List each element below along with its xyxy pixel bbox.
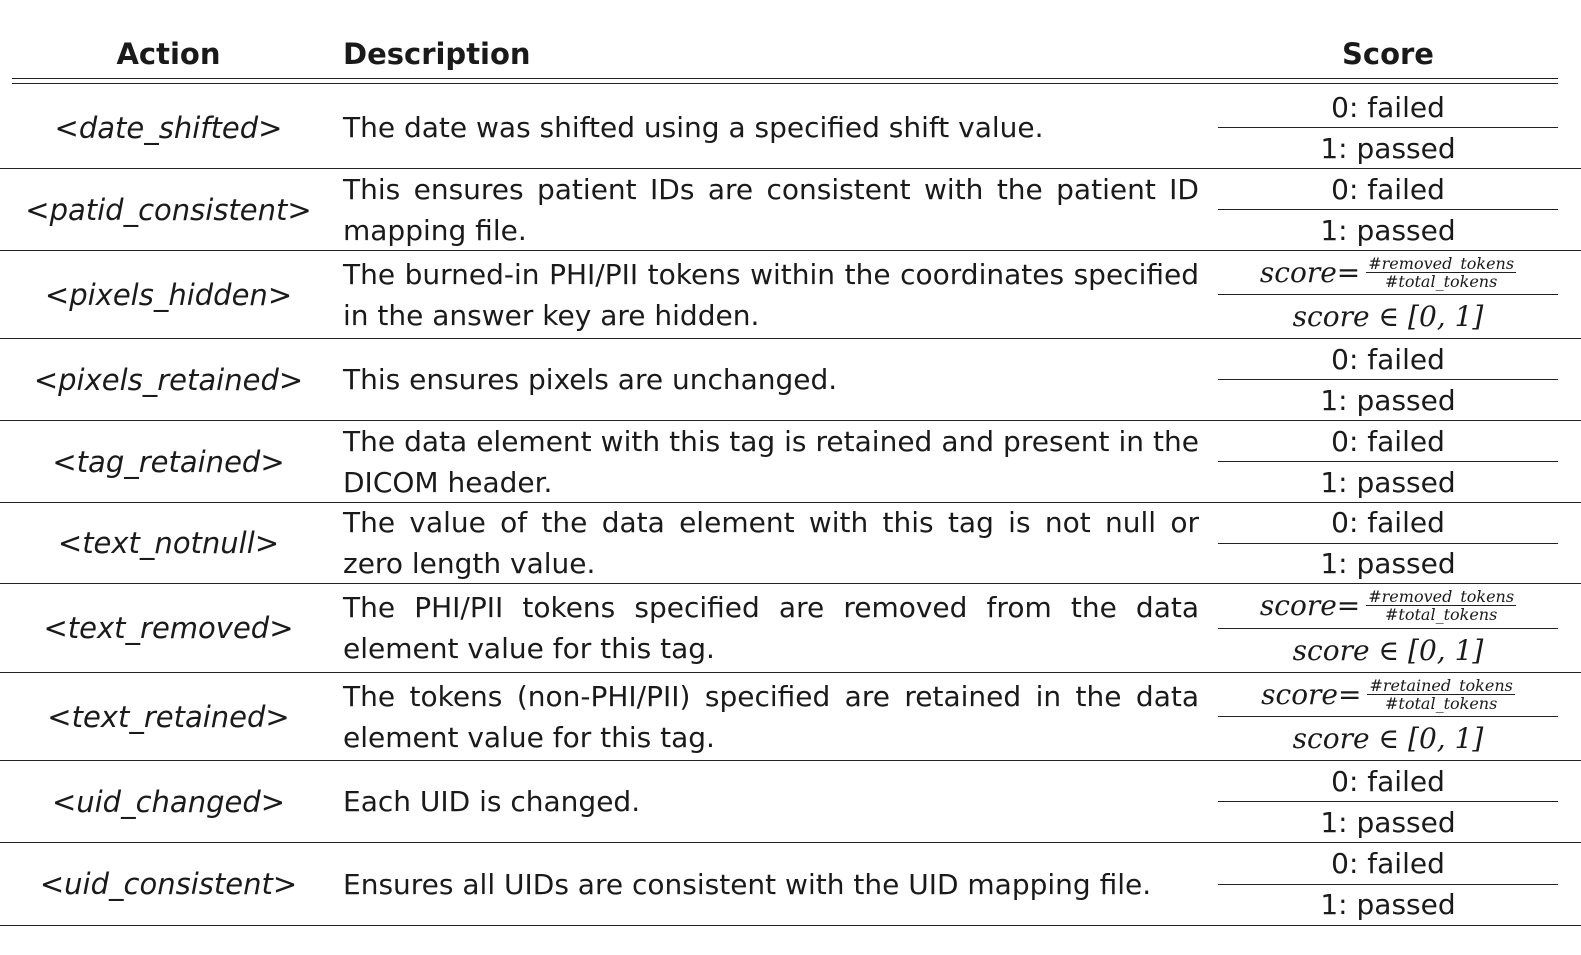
score-cell <box>1218 251 1558 338</box>
description-cell <box>343 584 1199 672</box>
action-cell: < tag_retained > <box>52 444 285 479</box>
description-text: Each UID is changed. <box>343 785 641 818</box>
action-cell: < date_shifted > <box>54 110 283 145</box>
header-rule-bottom <box>12 83 1558 84</box>
score-cell <box>1218 87 1558 168</box>
score-cell <box>1218 843 1558 925</box>
score-passed: 1: passed <box>1320 213 1456 247</box>
score-range: score ∈ [0, 1] <box>1292 633 1484 667</box>
header-rule-top <box>12 78 1558 79</box>
score-failed: 0: failed <box>1218 761 1558 802</box>
description-cell <box>343 843 1199 925</box>
score-cell <box>1218 584 1558 672</box>
fraction-denominator: #total_tokens <box>1385 272 1498 291</box>
score-failed: 0: failed <box>1218 421 1558 462</box>
score-passed: 1: passed <box>1320 546 1456 580</box>
action-name: patid_consistent <box>49 192 288 227</box>
description-text: This ensures patient IDs are consistent with the patient ID mapping file. <box>343 172 1199 247</box>
score-formula: score = $\frac{\text{\#removed\_tokens}}{\text{\#total\_tokens}}$ <box>1218 251 1558 295</box>
score-passed: 1: passed <box>1320 805 1456 839</box>
description-text: The data element with this tag is retained and present in the DICOM header. <box>343 424 1199 499</box>
header-score: Score <box>1342 37 1434 71</box>
table-row <box>0 169 1581 251</box>
action-cell: < text_retained > <box>47 699 290 734</box>
score-cell <box>1218 761 1558 842</box>
description-cell <box>343 761 1199 842</box>
score-cell <box>1218 339 1558 420</box>
table-row <box>0 339 1581 421</box>
score-fraction <box>1366 588 1516 623</box>
action-cell: < patid_consistent > <box>25 192 312 227</box>
action-cell: < text_notnull > <box>57 526 280 560</box>
description-text: This ensures pixels are unchanged. <box>343 363 838 396</box>
action-name: date_shifted <box>78 110 259 145</box>
score-passed: 1: passed <box>1320 888 1456 922</box>
table-row <box>0 251 1581 339</box>
description-cell <box>343 169 1199 250</box>
action-cell: < pixels_hidden > <box>44 277 293 312</box>
score-range: score ∈ [0, 1] <box>1292 300 1484 333</box>
score-range: score ∈ [0, 1] <box>1292 722 1484 755</box>
action-name: pixels_retained <box>58 362 279 397</box>
score-cell <box>1218 421 1558 502</box>
score-fraction <box>1366 255 1516 290</box>
action-cell: < text_removed > <box>43 611 294 645</box>
fraction-numerator: #removed_tokens <box>1368 587 1515 607</box>
action-name: text_removed <box>67 611 270 645</box>
action-cell: < pixels_retained > <box>33 362 304 397</box>
score-formula: score = $\frac{\text{\#removed\_tokens}}{\text{\#total\_tokens}}$ <box>1218 584 1558 629</box>
score-passed: 1: passed <box>1320 465 1456 499</box>
description-text: Ensures all UIDs are consistent with the UID mapping file. <box>343 867 1152 901</box>
score-formula: score = $\frac{\text{\#retained\_tokens}}{\text{\#total\_tokens}}$ <box>1218 673 1558 717</box>
description-text: The tokens (non-PHI/PII) specified are retained in the data element value for this tag. <box>343 679 1199 754</box>
action-cell: < uid_changed > <box>51 784 286 819</box>
header-action: Action <box>116 37 221 71</box>
description-cell <box>343 421 1199 502</box>
table-row <box>0 87 1581 169</box>
table-row <box>0 761 1581 843</box>
action-name: tag_retained <box>76 444 261 479</box>
description-text: The PHI/PII tokens specified are removed from the data element value for this tag. <box>343 591 1199 665</box>
description-cell <box>343 87 1199 168</box>
action-name: pixels_hidden <box>69 277 268 312</box>
description-cell <box>343 503 1199 583</box>
description-cell <box>343 339 1199 420</box>
fraction-numerator: #retained_tokens <box>1369 676 1513 695</box>
score-failed: 0: failed <box>1218 843 1558 885</box>
score-cell <box>1218 503 1558 583</box>
table-body <box>0 87 1581 926</box>
table-row <box>0 421 1581 503</box>
score-failed: 0: failed <box>1218 87 1558 128</box>
description-cell <box>343 251 1199 338</box>
fraction-numerator: #removed_tokens <box>1368 254 1515 273</box>
score-passed: 1: passed <box>1320 383 1456 417</box>
score-cell <box>1218 169 1558 250</box>
description-text: The value of the data element with this tag is not null or zero length value. <box>343 506 1199 580</box>
score-failed: 0: failed <box>1218 169 1558 210</box>
header-description: Description <box>343 37 531 71</box>
table-row <box>0 843 1581 926</box>
description-text: The burned-in PHI/PII tokens within the coordinates specified in the answer key are hidden. <box>343 257 1199 332</box>
score-fraction <box>1367 677 1514 712</box>
description-cell <box>343 673 1199 760</box>
table-row <box>0 503 1581 584</box>
score-failed: 0: failed <box>1218 503 1558 544</box>
score-passed: 1: passed <box>1320 131 1456 165</box>
score-cell <box>1218 673 1558 760</box>
table-row <box>0 673 1581 761</box>
action-name: uid_consistent <box>64 867 273 901</box>
fraction-denominator: #total_tokens <box>1385 694 1498 713</box>
fraction-denominator: #total_tokens <box>1385 605 1498 625</box>
score-failed: 0: failed <box>1218 339 1558 380</box>
action-name: text_notnull <box>82 526 255 560</box>
action-cell: < uid_consistent > <box>39 867 298 901</box>
action-name: text_retained <box>71 699 266 734</box>
action-name: uid_changed <box>76 784 261 819</box>
table-row <box>0 584 1581 673</box>
description-text: The date was shifted using a specified shift value. <box>343 111 1044 144</box>
